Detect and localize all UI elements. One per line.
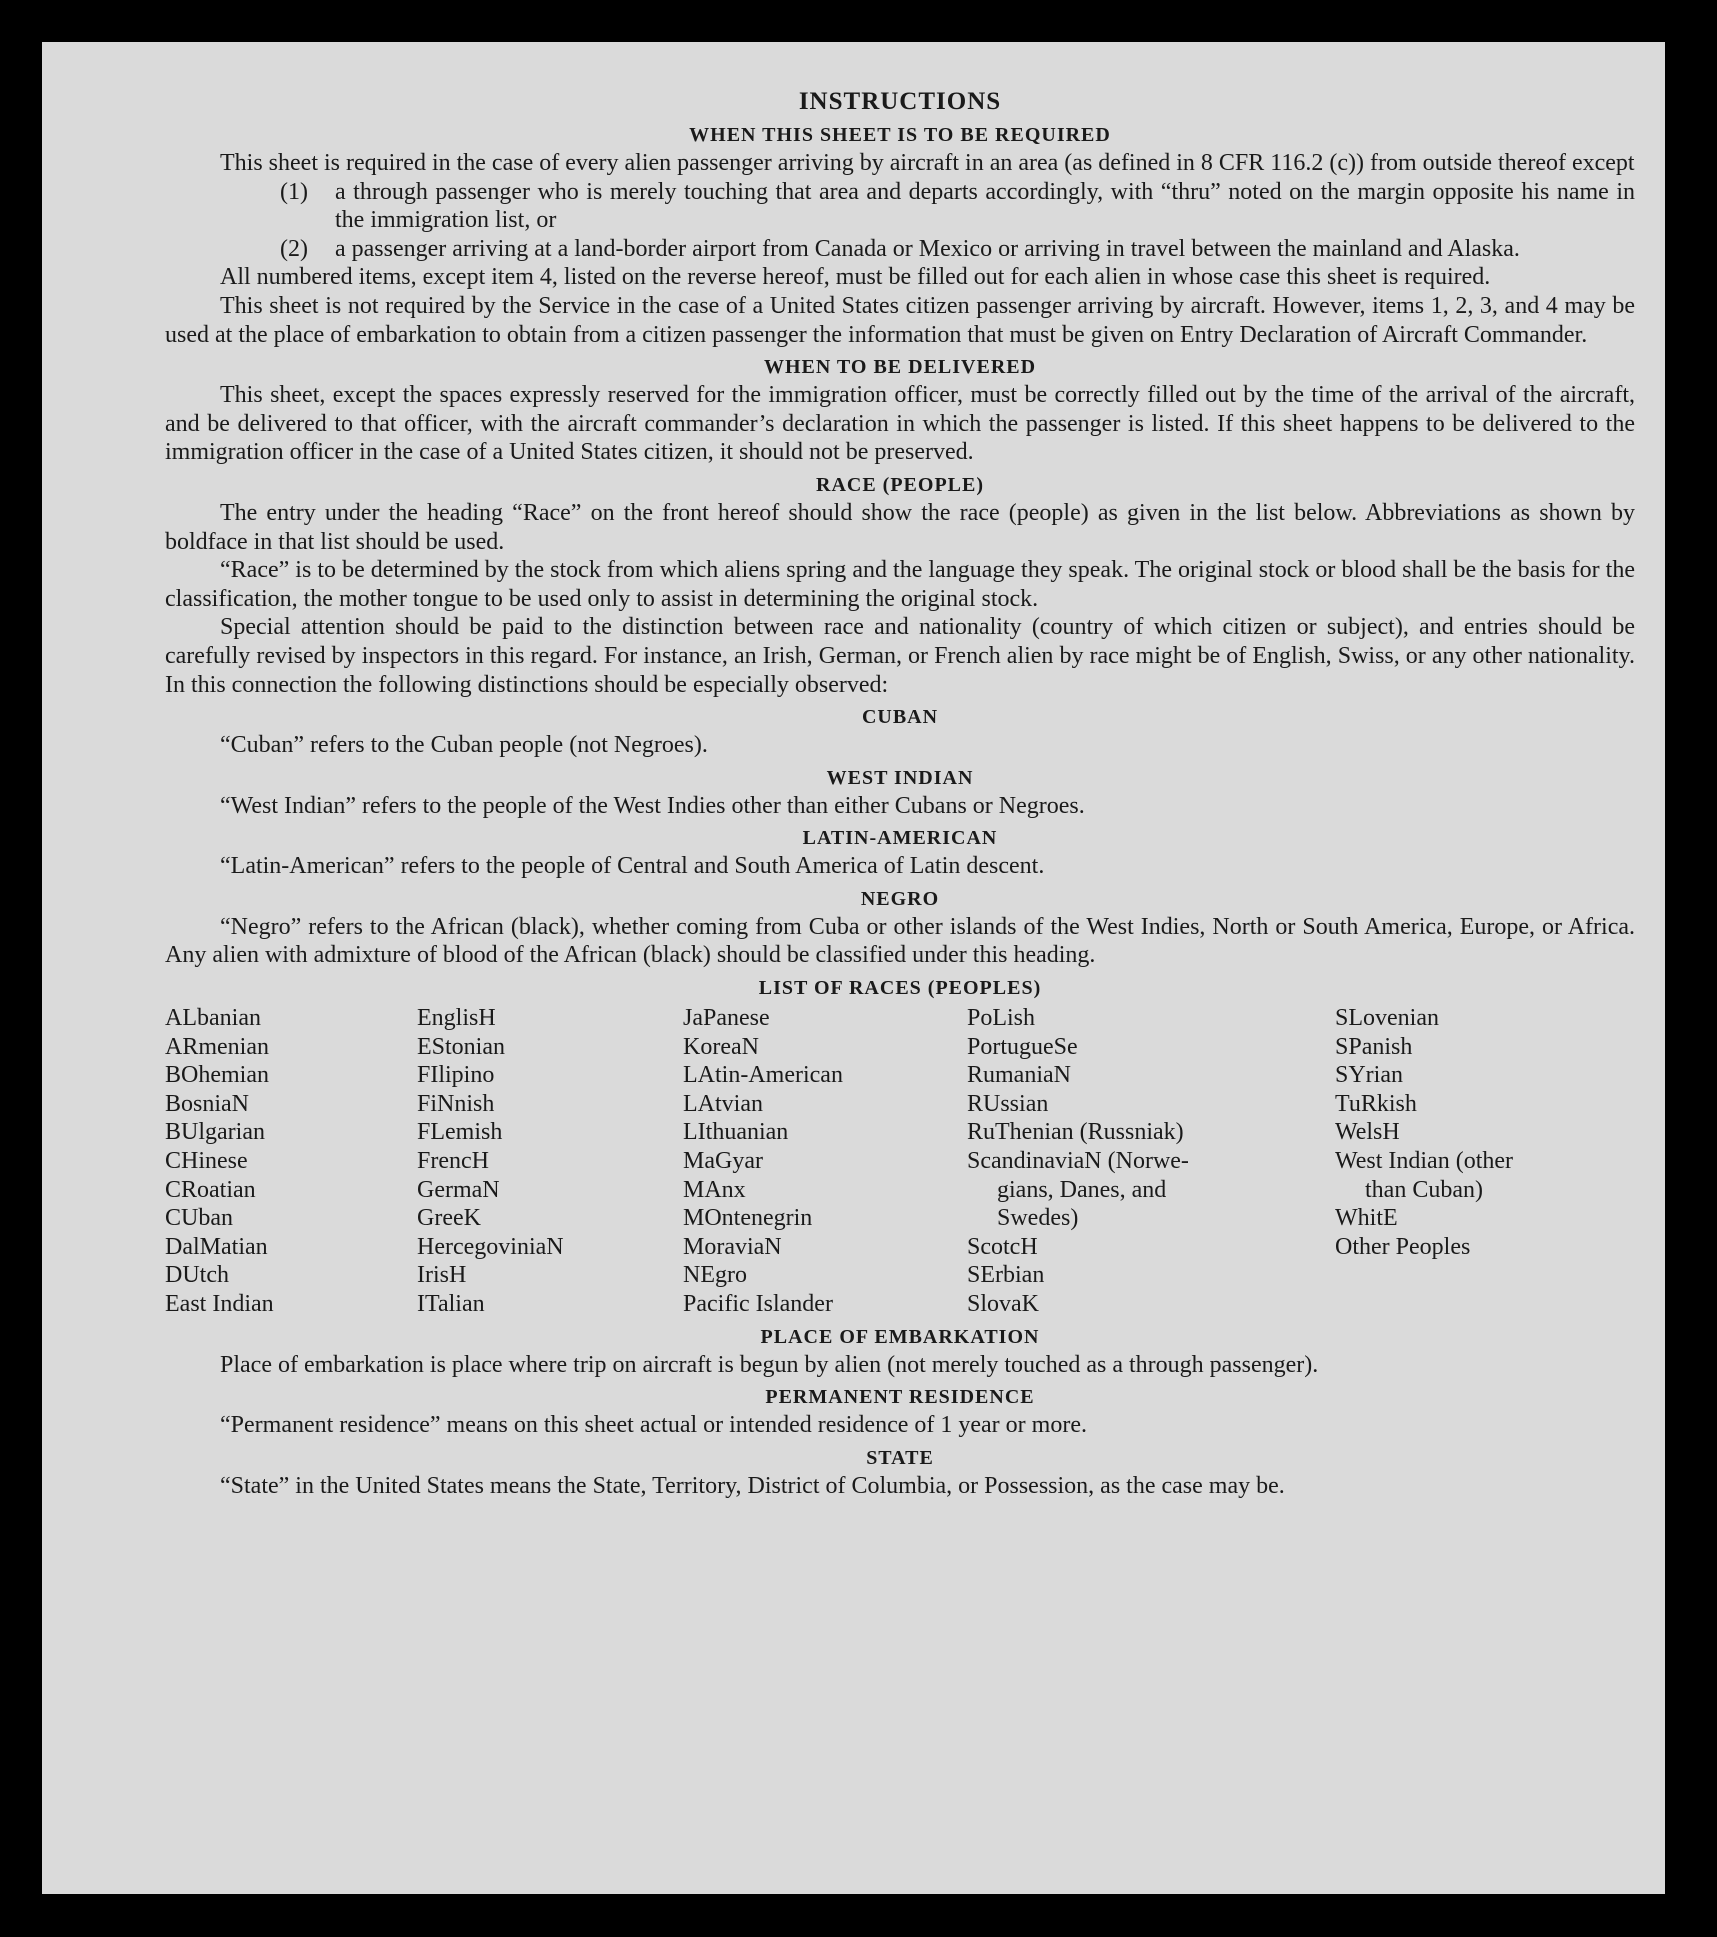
race-entry: Other Peoples [1335, 1233, 1471, 1260]
negro-text: “Negro” refers to the African (black), whether coming from Cuba or other islands of the West Indies, North or South America, Europe, or Africa. Any alien with admixture of blood of the African (black) should be classified under this heading. [165, 913, 1635, 969]
race-entry: CRoatian [165, 1176, 256, 1203]
heading-races-list: LIST OF RACES (PEOPLES) [758, 977, 1042, 1000]
race-paragraph-1: The entry under the heading “Race” on the front hereof should show the race (people) as given in the list below. Abbreviations as shown by boldface in that list should be used. [165, 499, 1635, 555]
race-entry: MAnx [683, 1176, 746, 1203]
races-column-3 [683, 1004, 967, 1319]
race-entry: LAtin-American [683, 1062, 843, 1089]
heading-embarkation: PLACE OF EMBARKATION [760, 1325, 1040, 1348]
races-column-2 [417, 1004, 683, 1319]
page-title: INSTRUCTIONS [798, 88, 1002, 115]
delivered-text: This sheet, except the spaces expressly reserved for the immigration officer, must be correctly filled out by the time of the arrival of the aircraft, and be delivered to that officer, with the aircraft commander’s declaration in which the passenger is listed. If this sheet happens to be delivered to the immigration officer in the case of a United States citizen, it should not be preserved. [165, 382, 1635, 466]
race-entry: CUban [165, 1205, 233, 1232]
exception-text: a through passenger who is merely touching that area and departs accordingly, with “thru” noted on the margin opposite his name in the immigration list, or [335, 178, 1635, 234]
heading-cuban: CUBAN [861, 706, 939, 729]
race-entry: SlovaK [967, 1291, 1039, 1317]
instructions-content [165, 87, 1635, 1500]
west-indian-text: “West Indian” refers to the people of the West Indies other than either Cubans or Negroes. [220, 792, 1085, 819]
latin-american-text: “Latin-American” refers to the people of Central and South America of Latin descent. [220, 853, 1045, 880]
exception-number: (2) [280, 235, 308, 262]
heading-residence: PERMANENT RESIDENCE [765, 1386, 1035, 1409]
heading-west-indian: WEST INDIAN [826, 766, 974, 789]
race-entry: FrencH [417, 1148, 489, 1175]
race-entry: RumaniaN [967, 1062, 1071, 1089]
race-entry: DalMatian [165, 1233, 268, 1260]
race-entry: ALbanian [165, 1005, 261, 1032]
race-entry: WhitE [1335, 1205, 1398, 1232]
race-paragraph-3: Special attention should be paid to the distinction between race and nationality (country of which citizen or subject), and entries should be carefully revised by inspectors in this regard. For instance, an Irish, German, or French alien by race might be of English, Swiss, or any other nationality. In this connection the following distinctions should be especially observed: [165, 614, 1635, 698]
race-entry: JaPanese [683, 1005, 770, 1032]
race-entry: EStonian [417, 1033, 505, 1060]
heading-state: STATE [866, 1446, 934, 1469]
race-entry: SPanish [1335, 1033, 1413, 1060]
exception-number: (1) [280, 178, 308, 205]
race-entry: IrisH [417, 1262, 467, 1289]
race-entry: MOntenegrin [683, 1205, 813, 1232]
exception-item-1 [165, 178, 1635, 235]
race-entry: KoreaN [683, 1033, 759, 1060]
exception-item-2 [165, 235, 1635, 264]
races-column-1 [165, 1004, 417, 1319]
race-entry: FiNnish [417, 1090, 495, 1117]
race-entry: SErbian [967, 1262, 1045, 1289]
race-entry: ARmenian [165, 1033, 269, 1060]
race-entry: FIlipino [417, 1062, 495, 1089]
race-entry: ITalian [417, 1291, 485, 1317]
race-entry: RuThenian (Russniak) [967, 1119, 1184, 1146]
embarkation-text: Place of embarkation is place where trip on aircraft is begun by alien (not merely touched as a through passenger). [220, 1351, 1319, 1378]
race-entry: RUssian [967, 1090, 1049, 1117]
race-entry: FLemish [417, 1119, 503, 1146]
required-paragraph-2: All numbered items, except item 4, listed on the reverse hereof, must be filled out for each alien in whose case this sheet is required. [220, 264, 1491, 291]
heading-delivered: WHEN TO BE DELIVERED [763, 356, 1037, 379]
race-entry: EnglisH [417, 1005, 496, 1032]
heading-race: RACE (PEOPLE) [816, 473, 984, 496]
residence-text: “Permanent residence” means on this sheet actual or intended residence of 1 year or more. [220, 1412, 1087, 1439]
race-entry: ScandinaviaN (Norwe- gians, Danes, and Swedes) [967, 1148, 1189, 1232]
race-entry: East Indian [165, 1291, 274, 1317]
races-list [165, 1004, 1635, 1319]
race-entry: ScotcH [967, 1233, 1038, 1260]
race-entry: PortugueSe [967, 1033, 1078, 1060]
race-entry: MoraviaN [683, 1233, 782, 1260]
races-column-4 [967, 1004, 1257, 1319]
heading-negro: NEGRO [860, 887, 940, 910]
race-entry: LAtvian [683, 1090, 763, 1117]
heading-required: WHEN THIS SHEET IS TO BE REQUIRED [689, 124, 1111, 146]
race-entry: BOhemian [165, 1062, 269, 1089]
required-intro: This sheet is required in the case of every alien passenger arriving by aircraft in an area (as defined in 8 CFR 116.2 (c)) from outside thereof except [220, 150, 1635, 176]
race-entry: GermaN [417, 1176, 500, 1203]
race-paragraph-2: “Race” is to be determined by the stock from which aliens spring and the language they speak. The original stock or blood shall be the basis for the classification, the mother tongue to be used only to assist in determining the original stock. [165, 557, 1635, 612]
race-entry: BUlgarian [165, 1119, 265, 1146]
race-entry: NEgro [683, 1262, 747, 1289]
race-entry: MaGyar [683, 1148, 763, 1175]
race-entry: HercegoviniaN [417, 1233, 564, 1260]
race-entry: TuRkish [1335, 1090, 1417, 1117]
race-entry: Pacific Islander [683, 1291, 833, 1317]
race-entry: WelsH [1335, 1119, 1400, 1146]
race-entry: GreeK [417, 1205, 481, 1232]
state-text: “State” in the United States means the State, Territory, District of Columbia, or Possession, as the case may be. [220, 1472, 1285, 1499]
race-entry: LIthuanian [683, 1119, 789, 1146]
heading-latin-american: LATIN-AMERICAN [802, 827, 998, 850]
races-column-5 [1335, 1004, 1599, 1319]
race-entry: West Indian (other than Cuban) [1335, 1148, 1514, 1203]
cuban-text: “Cuban” refers to the Cuban people (not Negroes). [220, 732, 708, 759]
race-entry: DUtch [165, 1262, 229, 1289]
document-sheet [42, 42, 1665, 1894]
race-entry: SYrian [1335, 1062, 1403, 1089]
race-entry: PoLish [967, 1005, 1036, 1032]
required-paragraph-3: This sheet is not required by the Service in the case of a United States citizen passenger arriving by aircraft. However, items 1, 2, 3, and 4 may be used at the place of embarkation to obtain from a citizen passenger the information that must be given on Entry Declaration of Aircraft Commander. [165, 292, 1635, 348]
race-entry: CHinese [165, 1148, 248, 1175]
exception-text: a passenger arriving at a land-border airport from Canada or Mexico or arriving in travel between the mainland and Alaska. [335, 235, 1520, 262]
race-entry: BosniaN [165, 1090, 249, 1117]
race-entry: SLovenian [1335, 1005, 1439, 1032]
